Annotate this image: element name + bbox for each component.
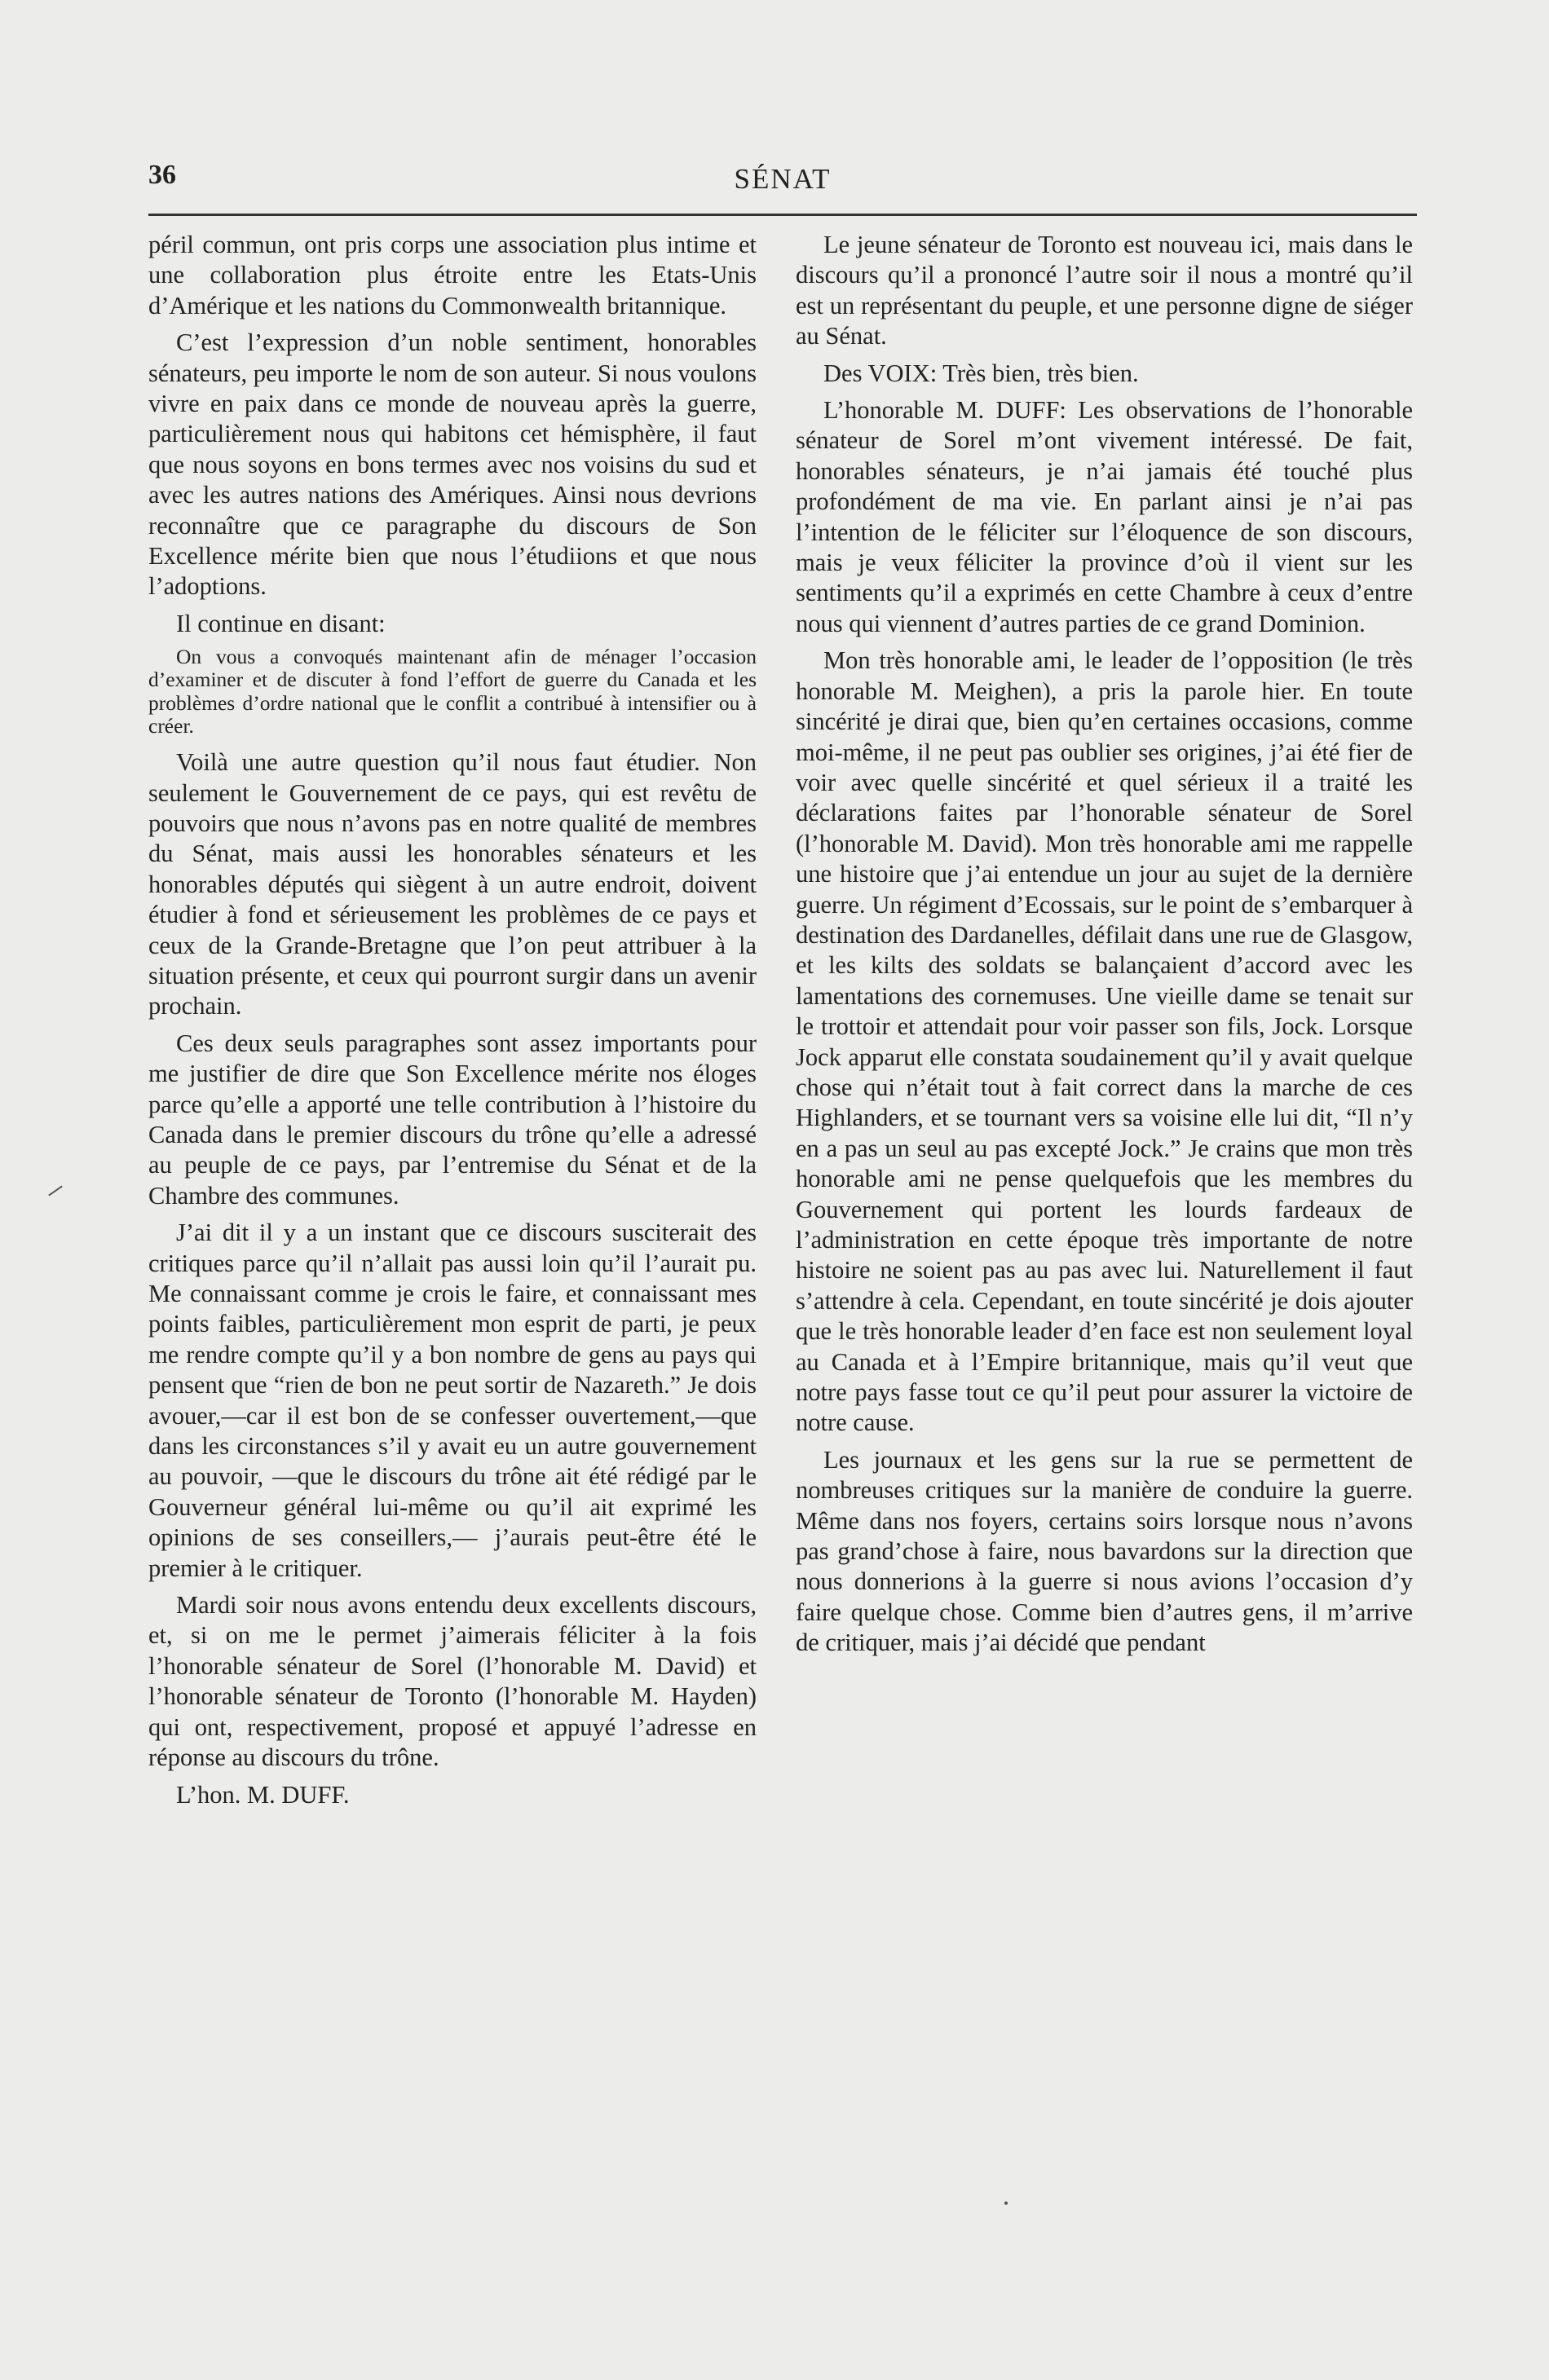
margin-mark	[48, 1185, 63, 1196]
paragraph: Voilà une autre question qu’il nous faut étudier. Non seulement le Gouvernement de ce pays, qui est revêtu de pouvoirs que nous n’avons pas en notre qualité de membres du Sénat, mais aussi les honorables sénateurs et les honorables députés qui siègent à un autre endroit, doivent étudier à fond et sérieusement les problèmes de ce pays et ceux de la Grande-Bretagne que l’on peut attribuer à la situation présente, et ceux qui pourront surgir dans un avenir prochain.	[148, 748, 757, 1020]
paragraph: Des VOIX: Très bien, très bien.	[823, 359, 1139, 387]
paragraph: J’ai dit il y a un instant que ce discours susciterait des critiques parce qu’il n’allait pas aussi loin qu’il l’aurait pu. Me connaissant comme je crois le faire, et connaissant mes points faibles, particulièrement mon esprit de parti, je peux me rendre compte qu’il y a bon nombre de gens au pays qui pensent que “rien de bon ne peut sortir de Nazareth.” Je dois avouer,—car il est bon de se confesser ouvertement,—que dans les circonstances s’il y avait eu un autre gouvernement au pouvoir, —que le discours du trône ait été rédigé par le Gouverneur général lui-même ou qu’il ait exprimé les opinions de ses conseillers,— j’aurais peut-être été le premier à le critiquer.	[148, 1219, 757, 1582]
paragraph: Mardi soir nous avons entendu deux excellents discours, et, si on me le permet j’aimerais féliciter à la fois l’honorable sénateur de Sorel (l’honorable M. David) et l’honorable sénateur de Toronto (l’honorable M. Hayden) qui ont, respectivement, proposé et appuyé l’adresse en réponse au discours du trône.	[148, 1591, 757, 1772]
paragraph: C’est l’expression d’un noble sentiment, honorables sénateurs, peu importe le nom de son auteur. Si nous voulons vivre en paix dans ce monde de nouveau après la guerre, particulièrement nous qui habitons cet hémisphère, il faut que nous soyons en bons termes avec nos voisins du sud et avec les autres nations des Amériques. Ainsi nous devrions reconnaître que ce paragraphe du discours de Son Excellence mérite bien que nous l’étudiions et que nous l’adoptions.	[148, 328, 757, 601]
header-rule	[148, 214, 1417, 216]
paragraph: Les journaux et les gens sur la rue se permettent de nombreuses critiques sur la manière de conduire la guerre. Même dans nos foyers, certains soirs lorsque nous n’avons pas grand’chose à faire, nous bavardons sur la direction que nous donnerions à la guerre si nous avions l’occasion d’y faire quelque chose. Comme bien d’autres gens, il m’arrive de critiquer, mais j’ai décidé que pendant	[796, 1445, 1413, 1657]
quoted-passage: On vous a convoqués maintenant afin de ménager l’occasion d’examiner et de discuter à fond l’effort de guerre du Canada et les problèmes d’ordre national que le conflit a contribué à intensifier ou à créer.	[148, 645, 757, 738]
left-column	[148, 230, 757, 1817]
paragraph: péril commun, ont pris corps une association plus intime et une collaboration plus étroite entre les Etats-Unis d’Amérique et les nations du Commonwealth britannique.	[148, 231, 757, 320]
dot-mark	[1004, 2202, 1008, 2205]
page-number: 36	[148, 160, 176, 190]
speaker-footer: L’hon. M. DUFF.	[176, 1780, 350, 1809]
paragraph: Il continue en disant:	[176, 609, 386, 637]
running-head: SÉNAT	[734, 163, 832, 195]
paragraph: Mon très honorable ami, le leader de l’opposition (le très honorable M. Meighen), a pris la parole hier. En toute sincérité je dirai que, bien qu’en certaines occasions, comme moi-même, il ne peut pas oublier ses origines, j’ai été fier de voir avec quelle sincérité et quel sérieux il a traité les déclarations faites par l’honorable sénateur de Sorel (l’honorable M. David). Mon très honorable ami me rappelle une histoire que j’ai entendue un jour au sujet de la dernière guerre. Un régiment d’Ecossais, sur le point de s’embarquer à destination des Dardanelles, défilait dans une rue de Glasgow, et les kilts des soldats se balançaient d’accord avec les lamentations des cornemuses. Une vieille dame se tenait sur le trottoir et attendait pour voir passer son fils, Jock. Lorsque Jock apparut elle constata soudainement qu’il y avait quelque chose qui n’était tout à fait correct dans la marche de ces Highlanders, et se tournant vers sa voisine elle lui dit, “Il n’y en a pas un seul au pas excepté Jock.” Je crains que mon très honorable ami ne pense quelquefois que les membres du Gouvernement qui portent les lourds fardeaux de l’administration en cette époque très importante de notre histoire ne soient pas au pas avec lui. Naturellement il faut s’attendre à cela. Cependant, en toute sincérité je dois ajouter que le très honorable leader d’en face est non seulement loyal au Canada et à l’Empire britannique, mais qu’il veut que notre pays fasse tout ce qu’il peut pour assurer la victoire de notre cause.	[796, 646, 1413, 1437]
paragraph: Le jeune sénateur de Toronto est nouveau ici, mais dans le discours qu’il a prononcé l’autre soir il nous a montré qu’il est un représentant du peuple, et une personne digne de siéger au Sénat.	[796, 231, 1413, 350]
right-column	[796, 230, 1413, 1665]
page-header	[148, 155, 1417, 212]
paragraph: Ces deux seuls paragraphes sont assez importants pour me justifier de dire que Son Excellence mérite nos éloges parce qu’elle a apporté une telle contribution à l’histoire du Canada dans le premier discours du trône qu’elle a adressé au peuple de ce pays, par l’entremise du Sénat et de la Chambre des communes.	[148, 1029, 757, 1210]
paragraph: L’honorable M. DUFF: Les observations de l’honorable sénateur de Sorel m’ont vivement intéressé. De fait, honorables sénateurs, je n’ai jamais été touché plus profondément de ma vie. En parlant ainsi je n’ai pas l’intention de le féliciter sur l’éloquence de son discours, mais je veux féliciter la province d’où il vient sur les sentiments qu’il a exprimés en cette Chambre à ceux d’entre nous qui viennent d’autres parties de ce grand Dominion.	[796, 396, 1413, 637]
